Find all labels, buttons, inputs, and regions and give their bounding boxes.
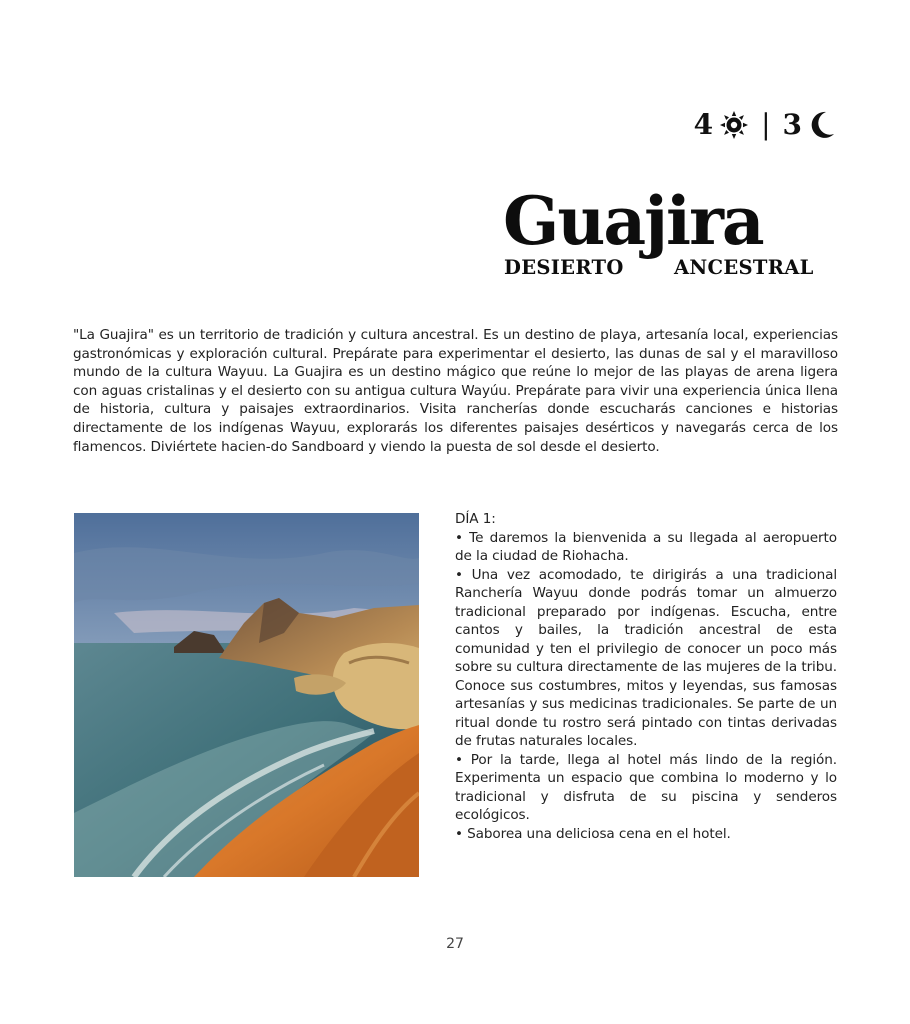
title-main: Guajira — [503, 182, 763, 260]
days-count: 4 — [693, 108, 714, 141]
day-1-heading: DÍA 1: — [455, 511, 496, 527]
page-number: 27 — [446, 936, 464, 952]
intro-paragraph: "La Guajira" es un territorio de tradición y cultura ancestral. Es un destino de playa, artesanía local, experiencias gastronómicas y exploración cultural. Prepárate para experimentar el desierto, las dunas de sal y el maravilloso mundo de la cultura Wayuu. La Guajira es un destino mágico que reúne lo mejor de las playas de arena ligera con aguas cristalinas y el desierto con su antigua cultura Wayúu. Prepárate para vivir una experiencia única llena de historia, cultura y paisajes extraordinarios. Visita rancherías donde escucharás canciones e historias directamente de los indígenas Wayuu, explorarás los diferentes paisajes desérticos y navegarás cerca de los flamencos. Diviértete hacien-do Sandboard y viendo la puesta de sol desde el desierto. — [73, 327, 838, 455]
sun-icon — [719, 110, 749, 140]
day-1-item-welcome: • Te daremos la bienvenida a su llegada al aeropuerto de la ciudad de Riohacha. — [455, 529, 837, 564]
beach-desert-photo — [74, 513, 419, 877]
day-1-item-hotel: • Por la tarde, llega al hotel más lindo de la región. Experimenta un espacio que combina lo moderno y lo tradicional y disfruta de su piscina y senderos ecológicos. — [455, 751, 837, 823]
duration-badge — [694, 108, 836, 141]
title-subtitle-right: ANCESTRAL — [674, 256, 814, 279]
day-1-itinerary — [455, 510, 837, 843]
day-1-item-dinner: • Saborea una deliciosa cena en el hotel. — [455, 825, 731, 842]
day-1-item-rancheria: • Una vez acomodado, te dirigirás a una tradicional Ranchería Wayuu donde podrás tomar un almuerzo tradicional preparado por indígenas. Escucha, entre cantos y bailes, la tradición ancestral de esta comunidad y ten el privilegio de conocer un poco más sobre su cultura directamente de las mujeres de la tribu. Conoce sus costumbres, mitos y leyendas, sus famosas artesanías y sus medicinas tradicionales. Se parte de un ritual donde tu rostro será pintado con tintas derivadas de frutas naturales locales. — [455, 566, 837, 749]
crescent-moon-icon — [808, 110, 836, 140]
destination-title — [503, 182, 839, 288]
title-subtitle-left: DESIERTO — [504, 256, 624, 279]
nights-count: 3 — [782, 108, 802, 141]
badge-separator: | — [761, 108, 771, 141]
